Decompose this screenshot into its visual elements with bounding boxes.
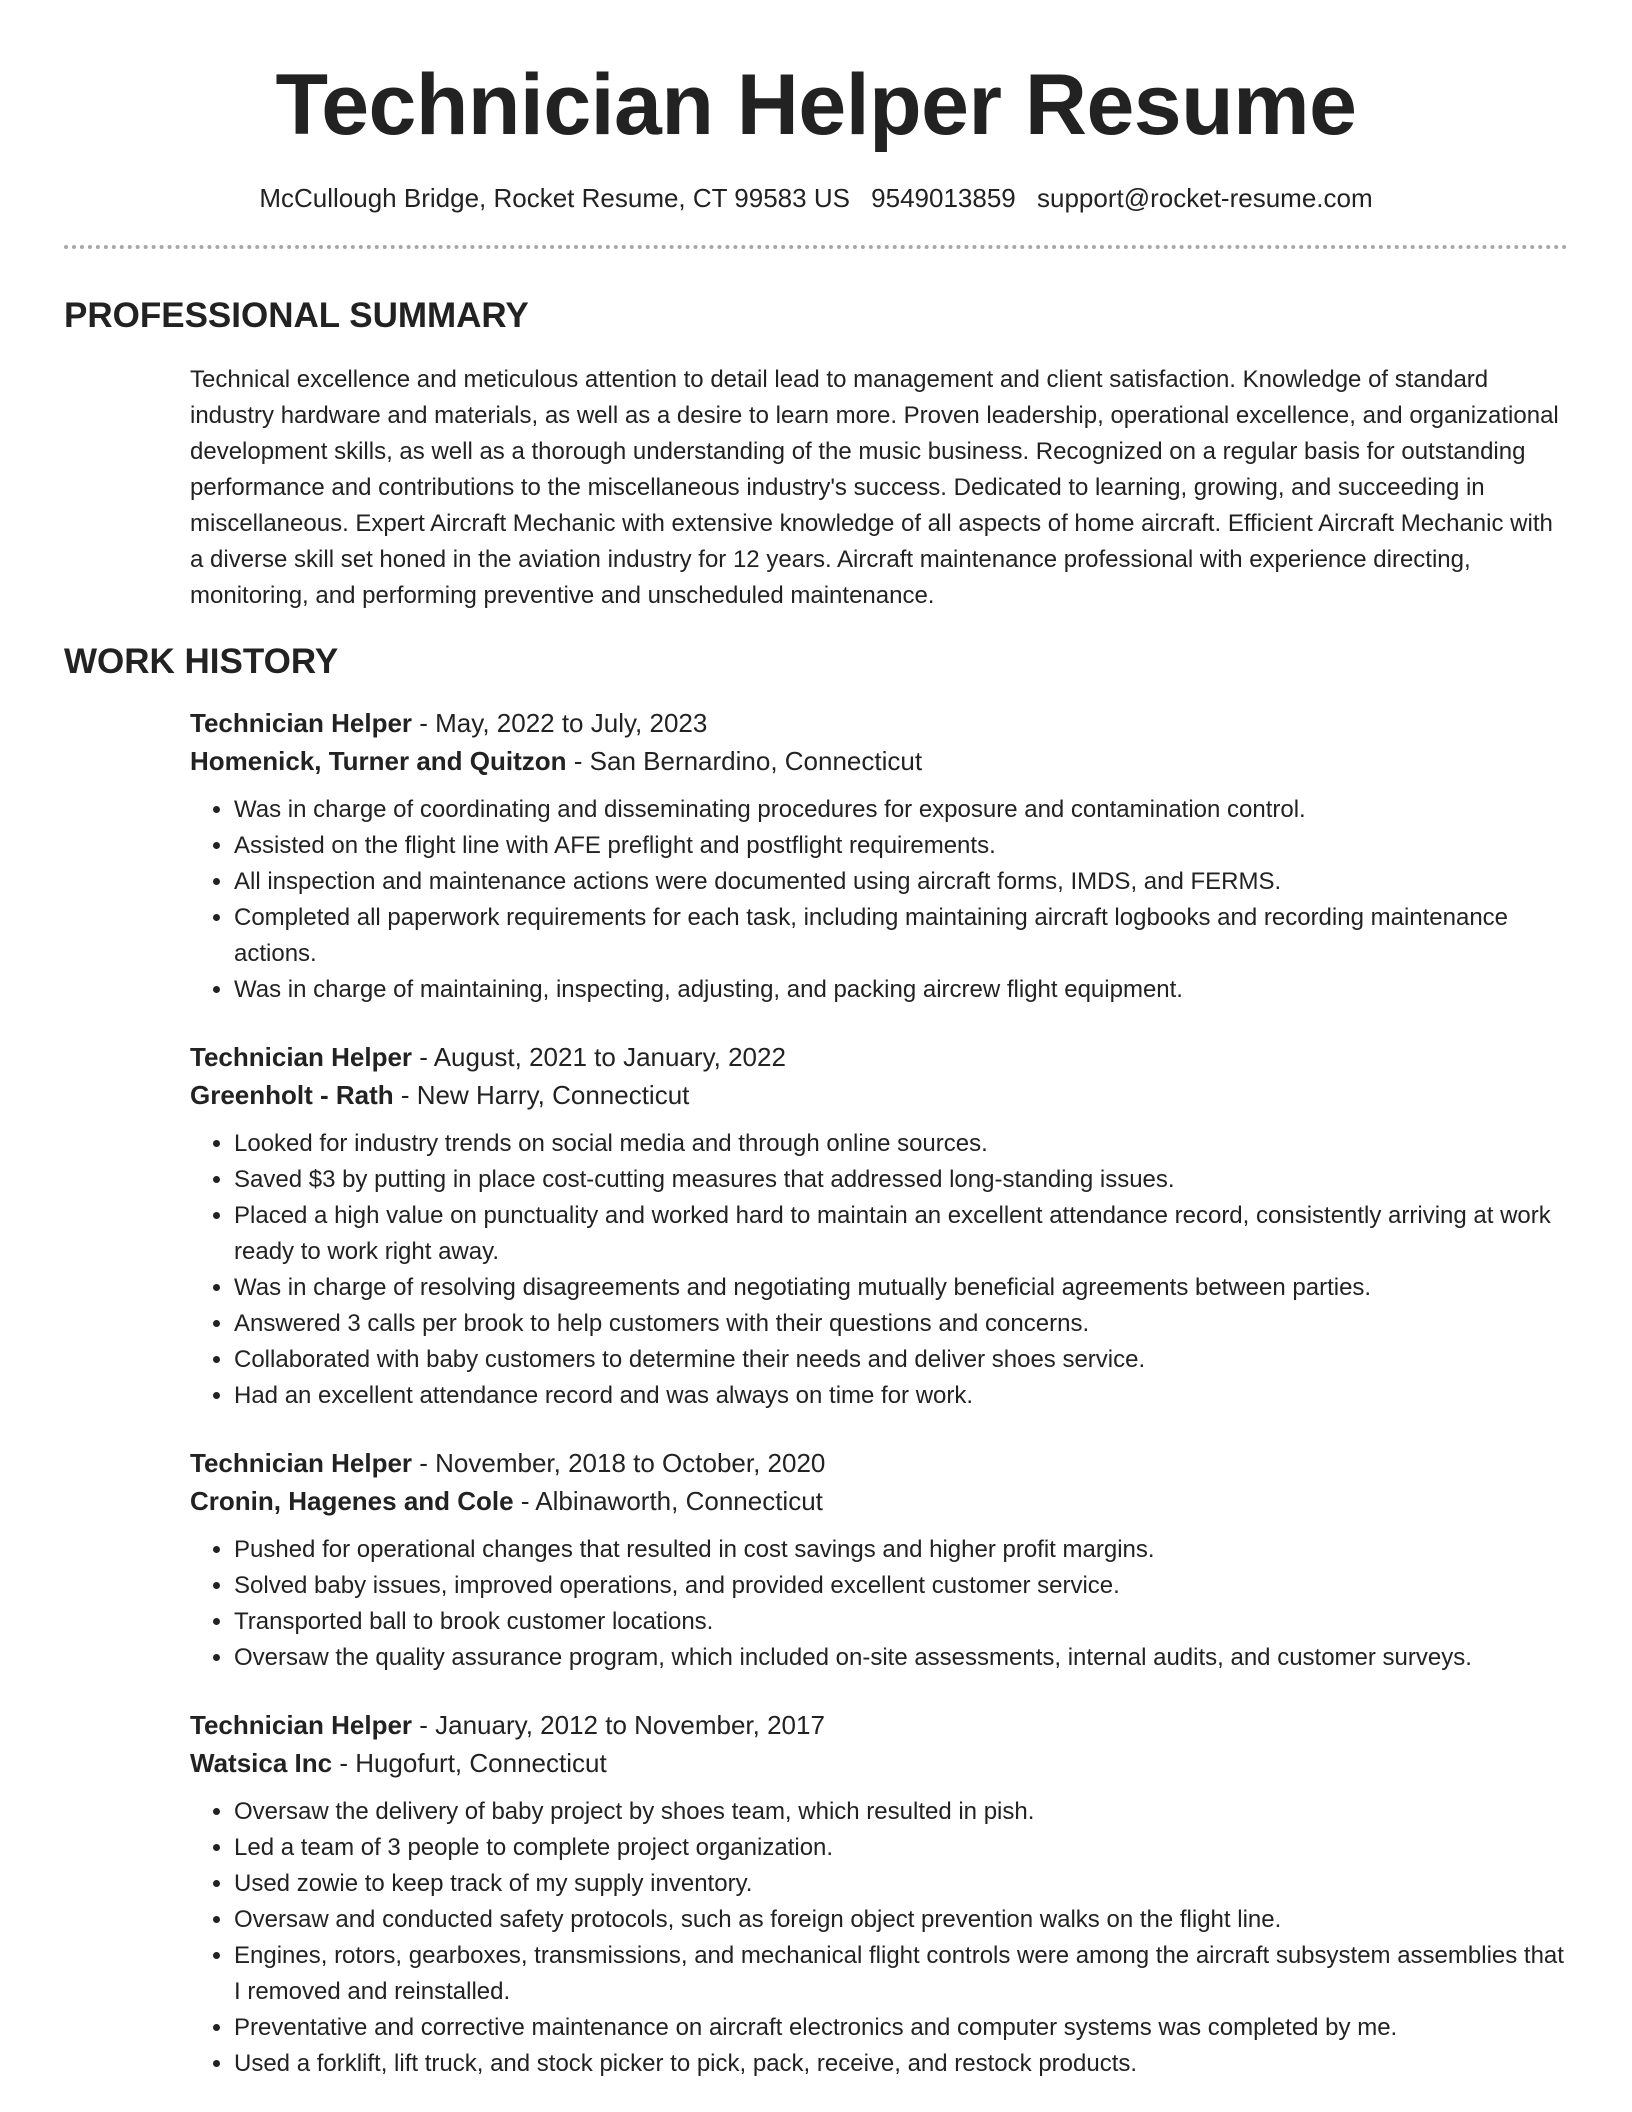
resume-page [64, 0, 1568, 2112]
job-entry [190, 1038, 1568, 1414]
job-bullet: • Used a forklift, lift truck, and stock picker to pick, pack, receive, and restock products. [234, 2046, 1568, 2082]
job-bullet: • Saved $3 by putting in place cost-cutting measures that addressed long-standing issues. [234, 1162, 1568, 1198]
job-list [190, 704, 1568, 2082]
job-location: - Albinaworth, Connecticut [513, 1486, 823, 1516]
summary-heading: PROFESSIONAL SUMMARY [64, 296, 529, 335]
job-company: Homenick, Turner and Quitzon [190, 746, 567, 776]
job-company-line [190, 1482, 1568, 1520]
summary-section [64, 294, 1568, 614]
job-title-line [190, 1444, 1568, 1482]
job-title: Technician Helper [190, 1710, 413, 1740]
job-bullets [190, 1794, 1568, 2082]
job-entry [190, 1444, 1568, 1676]
job-company: Cronin, Hagenes and Cole [190, 1486, 514, 1516]
job-bullet: • Used zowie to keep track of my supply inventory. [234, 1866, 1568, 1902]
job-bullet: • Oversaw the delivery of baby project by shoes team, which resulted in pish. [234, 1794, 1568, 1830]
work-history-heading: WORK HISTORY [64, 642, 339, 681]
contact-phone: 9549013859 [871, 183, 1016, 213]
header-divider [64, 245, 1568, 249]
job-bullet: • Had an excellent attendance record and was always on time for work. [234, 1378, 1568, 1414]
job-bullet: • Was in charge of maintaining, inspecting, adjusting, and packing aircrew flight equipment. [234, 972, 1568, 1008]
job-bullet: • Engines, rotors, gearboxes, transmissions, and mechanical flight controls were among the aircraft subsystem assemblies that I removed and reinstalled. [234, 1938, 1568, 2010]
contact-email: support@rocket-resume.com [1037, 183, 1373, 213]
job-bullet: • Oversaw the quality assurance program, which included on-site assessments, internal audits, and customer surveys. [234, 1640, 1568, 1676]
job-bullets [190, 1532, 1568, 1676]
job-company-line [190, 1076, 1568, 1114]
job-bullet: • Was in charge of resolving disagreements and negotiating mutually beneficial agreements between parties. [234, 1270, 1568, 1306]
job-bullet: • Preventative and corrective maintenance on aircraft electronics and computer systems was completed by me. [234, 2010, 1568, 2046]
job-title: Technician Helper [190, 1448, 413, 1478]
job-bullet: • Was in charge of coordinating and disseminating procedures for exposure and contamination control. [234, 792, 1568, 828]
contact-address: McCullough Bridge, Rocket Resume, CT 99583 US [259, 183, 850, 213]
job-title-line [190, 1706, 1568, 1744]
job-company-line [190, 1744, 1568, 1782]
job-title: Technician Helper [190, 708, 413, 738]
job-bullet: • Answered 3 calls per brook to help customers with their questions and concerns. [234, 1306, 1568, 1342]
job-bullet: • Oversaw and conducted safety protocols, such as foreign object prevention walks on the flight line. [234, 1902, 1568, 1938]
job-bullet: • Looked for industry trends on social media and through online sources. [234, 1126, 1568, 1162]
job-bullet: • Placed a high value on punctuality and worked hard to maintain an excellent attendance record, consistently arriving at work ready to work right away. [234, 1198, 1568, 1270]
job-bullet: • All inspection and maintenance actions were documented using aircraft forms, IMDS, and FERMS. [234, 864, 1568, 900]
job-entry [190, 704, 1568, 1008]
job-entry [190, 1706, 1568, 2082]
job-bullet: • Led a team of 3 people to complete project organization. [234, 1830, 1568, 1866]
job-company: Greenholt - Rath [190, 1080, 394, 1110]
job-bullet: • Completed all paperwork requirements for each task, including maintaining aircraft logbooks and recording maintenance actions. [234, 900, 1568, 972]
job-company-line [190, 742, 1568, 780]
job-bullet: • Collaborated with baby customers to determine their needs and deliver shoes service. [234, 1342, 1568, 1378]
work-history-section [64, 640, 1568, 2082]
job-title-line [190, 704, 1568, 742]
contact-line [64, 181, 1568, 215]
job-bullet: • Solved baby issues, improved operations, and provided excellent customer service. [234, 1568, 1568, 1604]
job-dates: - November, 2018 to October, 2020 [412, 1448, 826, 1478]
job-bullet: • Assisted on the flight line with AFE preflight and postflight requirements. [234, 828, 1568, 864]
job-dates: - January, 2012 to November, 2017 [412, 1710, 825, 1740]
job-location: - Hugofurt, Connecticut [332, 1748, 607, 1778]
job-bullets [190, 792, 1568, 1008]
summary-text: Technical excellence and meticulous attention to detail lead to management and client satisfaction. Knowledge of standard industry hardware and materials, as well as a desire to learn more. Proven leadership, operational excellence, and organizational development skills, as well as a thorough understanding of the music business. Recognized on a regular basis for outstanding performance and contributions to the miscellaneous industry's success. Dedicated to learning, growing, and succeeding in miscellaneous. Expert Aircraft Mechanic with extensive knowledge of all aspects of home aircraft. Efficient Aircraft Mechanic with a diverse skill set honed in the aviation industry for 12 years. Aircraft maintenance professional with experience directing, monitoring, and performing preventive and unscheduled maintenance. [190, 366, 1559, 609]
job-location: - San Bernardino, Connecticut [566, 746, 923, 776]
job-bullet: • Pushed for operational changes that resulted in cost savings and higher profit margins. [234, 1532, 1568, 1568]
job-title-line [190, 1038, 1568, 1076]
job-bullet: • Transported ball to brook customer locations. [234, 1604, 1568, 1640]
job-company: Watsica Inc [190, 1748, 333, 1778]
job-bullets [190, 1126, 1568, 1414]
job-dates: - May, 2022 to July, 2023 [412, 708, 708, 738]
job-dates: - August, 2021 to January, 2022 [412, 1042, 786, 1072]
job-title: Technician Helper [190, 1042, 413, 1072]
resume-title: Technician Helper Resume [275, 57, 1357, 153]
job-location: - New Harry, Connecticut [393, 1080, 690, 1110]
